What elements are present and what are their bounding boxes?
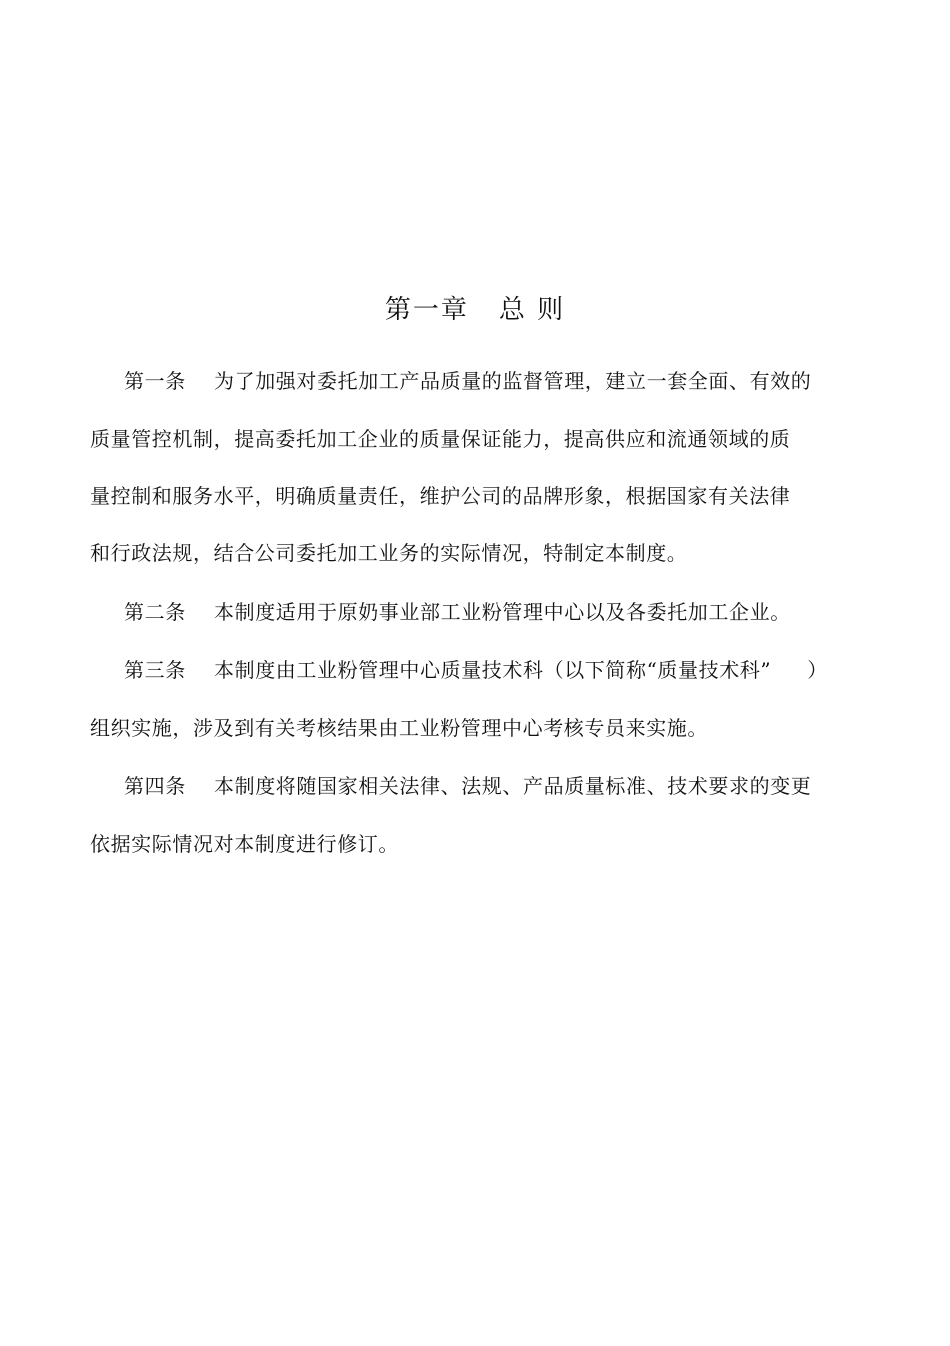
- article-3-line-2: 组织实施，涉及到有关考核结果由工业粉管理中心考核专员来实施。: [90, 716, 708, 740]
- chapter-heading: [0, 290, 950, 330]
- article-label: 第四条: [124, 774, 186, 798]
- article-label: 第二条: [124, 600, 186, 624]
- article-label: 第三条: [124, 658, 186, 682]
- article-1-line-4: 和行政法规，结合公司委托加工业务的实际情况，特制定本制度。: [90, 541, 688, 565]
- closing-paren: ）: [807, 658, 828, 682]
- article-text: 本制度由工业粉管理中心质量技术科（以下简称“质量技术科”: [214, 658, 772, 682]
- article-4-line-1: [90, 771, 884, 801]
- article-text: 为了加强对委托加工产品质量的监督管理，建立一套全面、有效的: [214, 369, 812, 393]
- article-2-line-1: [90, 597, 884, 627]
- chapter-title: 总 则: [498, 295, 566, 325]
- article-4-line-2: 依据实际情况对本制度进行修订。: [90, 832, 399, 856]
- article-1-line-1: [90, 366, 884, 396]
- article-1-line-2: 质量管控机制，提高委托加工企业的质量保证能力，提高供应和流通领域的质: [90, 427, 791, 451]
- article-3-line-1: [90, 655, 884, 685]
- chapter-number: 第一章: [384, 295, 469, 325]
- article-text: 本制度将随国家相关法律、法规、产品质量标准、技术要求的变更: [214, 774, 812, 798]
- article-1-line-3: 量控制和服务水平，明确质量责任，维护公司的品牌形象，根据国家有关法律: [90, 484, 791, 508]
- article-text: 本制度适用于原奶事业部工业粉管理中心以及各委托加工企业。: [214, 600, 791, 624]
- article-label: 第一条: [124, 369, 186, 393]
